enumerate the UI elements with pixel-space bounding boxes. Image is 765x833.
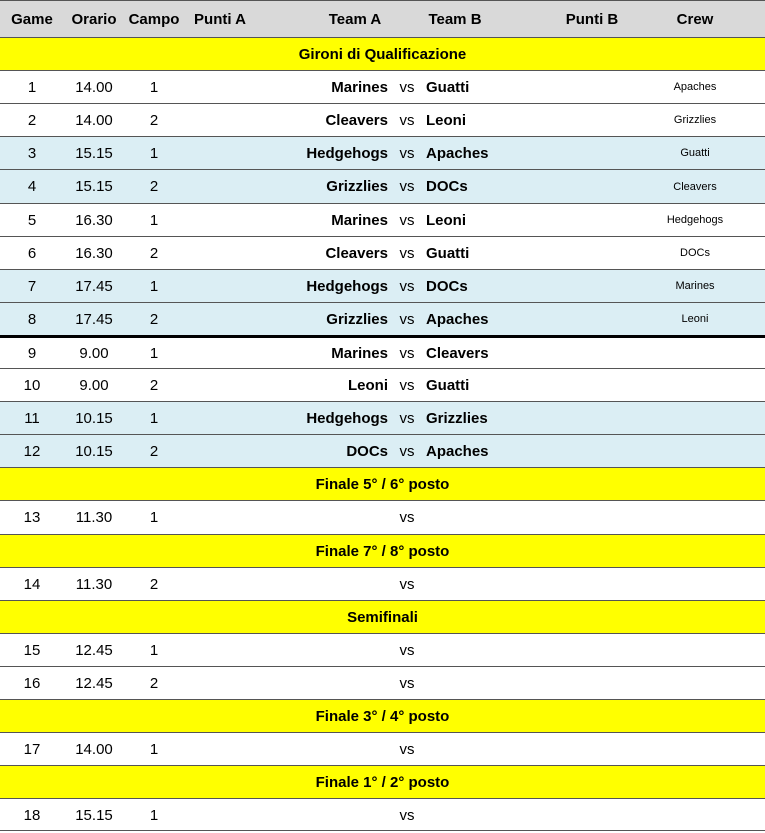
field-cell: 1 xyxy=(149,641,159,659)
game-number-cell: 3 xyxy=(27,144,37,162)
team-b-cell xyxy=(426,733,546,765)
team-a-cell xyxy=(256,799,388,831)
points-a-cell[interactable] xyxy=(184,799,256,831)
team-b-cell: Leoni xyxy=(426,111,466,129)
table-row xyxy=(0,335,765,368)
points-a-cell[interactable] xyxy=(184,303,256,335)
team-a-cell: Hedgehogs xyxy=(306,144,388,162)
points-b-cell[interactable] xyxy=(546,402,638,434)
team-b-cell xyxy=(426,568,546,600)
header-punti-a: Punti A xyxy=(194,10,246,28)
section-header-row xyxy=(0,37,765,70)
time-cell: 12.45 xyxy=(75,641,113,659)
crew-cell xyxy=(638,369,752,401)
table-row xyxy=(0,633,765,666)
crew-cell xyxy=(638,634,752,666)
points-a-cell[interactable] xyxy=(184,237,256,269)
vs-label: vs xyxy=(399,144,415,162)
game-number-cell: 8 xyxy=(27,310,37,328)
crew-cell xyxy=(638,667,752,699)
team-b-cell xyxy=(426,634,546,666)
team-b-cell: DOCs xyxy=(426,277,468,295)
points-a-cell[interactable] xyxy=(184,137,256,169)
team-a-cell: Cleavers xyxy=(325,111,388,129)
game-number-cell: 16 xyxy=(23,674,41,692)
section-title: Finale 3° / 4° posto xyxy=(315,707,450,725)
header-team-b: Team B xyxy=(428,10,482,28)
vs-label: vs xyxy=(399,376,415,394)
field-cell: 1 xyxy=(149,740,159,758)
header-crew: Crew xyxy=(676,10,714,28)
field-cell: 1 xyxy=(149,344,159,362)
team-a-cell: Marines xyxy=(331,344,388,362)
field-cell: 2 xyxy=(149,442,159,460)
section-header-row xyxy=(0,699,765,732)
team-b-cell: Apaches xyxy=(426,442,489,460)
points-b-cell[interactable] xyxy=(546,204,638,236)
table-header-row xyxy=(0,0,765,37)
crew-cell xyxy=(638,568,752,600)
crew-cell xyxy=(638,338,752,368)
team-b-cell xyxy=(426,799,546,831)
points-b-cell[interactable] xyxy=(546,799,638,831)
header-team-a: Team A xyxy=(328,10,382,28)
game-number-cell: 9 xyxy=(27,344,37,362)
time-cell: 15.15 xyxy=(75,178,113,195)
vs-label: vs xyxy=(399,244,415,262)
crew-cell xyxy=(638,733,752,765)
team-a-cell xyxy=(256,667,388,699)
team-a-cell: Hedgehogs xyxy=(306,409,388,427)
game-number-cell: 4 xyxy=(27,178,37,195)
crew-cell xyxy=(638,435,752,467)
game-number-cell: 2 xyxy=(27,111,37,129)
game-number-cell: 10 xyxy=(23,376,41,394)
points-b-cell[interactable] xyxy=(546,435,638,467)
time-cell: 9.00 xyxy=(79,376,109,394)
section-header-row xyxy=(0,765,765,798)
team-a-cell xyxy=(256,634,388,666)
points-b-cell[interactable] xyxy=(546,137,638,169)
time-cell: 14.00 xyxy=(75,740,113,758)
table-row xyxy=(0,302,765,335)
table-row xyxy=(0,434,765,467)
field-cell: 2 xyxy=(149,575,159,593)
team-b-cell: Guatti xyxy=(426,376,470,394)
vs-label: vs xyxy=(399,509,415,526)
vs-label: vs xyxy=(399,442,415,460)
points-a-cell[interactable] xyxy=(184,733,256,765)
points-b-cell[interactable] xyxy=(546,568,638,600)
vs-label: vs xyxy=(399,641,415,659)
time-cell: 11.30 xyxy=(75,509,113,526)
time-cell: 10.15 xyxy=(75,442,113,460)
table-row xyxy=(0,269,765,302)
points-a-cell[interactable] xyxy=(184,568,256,600)
field-cell: 2 xyxy=(149,376,159,394)
vs-label: vs xyxy=(399,575,415,593)
field-cell: 1 xyxy=(149,806,159,824)
vs-label: vs xyxy=(399,211,415,229)
section-header-row xyxy=(0,467,765,500)
field-cell: 1 xyxy=(149,277,159,295)
time-cell: 14.00 xyxy=(75,111,113,129)
crew-cell: Leoni xyxy=(681,313,709,325)
time-cell: 16.30 xyxy=(75,211,113,229)
header-punti-b: Punti B xyxy=(565,10,619,28)
table-row xyxy=(0,798,765,831)
team-b-cell: Apaches xyxy=(426,144,489,162)
team-a-cell: Grizzlies xyxy=(326,310,388,328)
field-cell: 2 xyxy=(149,178,159,195)
points-a-cell[interactable] xyxy=(184,170,256,203)
team-b-cell: Apaches xyxy=(426,310,489,328)
section-title: Semifinali xyxy=(347,608,418,626)
section-title: Gironi di Qualificazione xyxy=(298,45,467,63)
points-a-cell[interactable] xyxy=(184,501,256,534)
team-a-cell xyxy=(256,568,388,600)
points-b-cell[interactable] xyxy=(546,71,638,103)
time-cell: 15.15 xyxy=(75,806,113,824)
crew-cell xyxy=(638,799,752,831)
section-title: Finale 7° / 8° posto xyxy=(315,542,450,560)
game-number-cell: 13 xyxy=(23,509,41,526)
section-title: Finale 5° / 6° posto xyxy=(315,475,450,493)
crew-cell: DOCs xyxy=(680,247,710,259)
header-orario: Orario xyxy=(71,10,117,28)
team-a-cell: Marines xyxy=(331,211,388,229)
crew-cell: Hedgehogs xyxy=(666,214,724,226)
field-cell: 1 xyxy=(149,409,159,427)
game-number-cell: 11 xyxy=(24,409,40,427)
team-b-cell: Leoni xyxy=(426,211,466,229)
game-number-cell: 1 xyxy=(27,78,37,96)
time-cell: 14.00 xyxy=(75,78,113,96)
points-a-cell[interactable] xyxy=(184,435,256,467)
points-a-cell[interactable] xyxy=(184,369,256,401)
points-b-cell[interactable] xyxy=(546,733,638,765)
game-number-cell: 7 xyxy=(27,277,37,295)
time-cell: 12.45 xyxy=(75,674,113,692)
team-a-cell: Leoni xyxy=(348,376,388,394)
points-a-cell[interactable] xyxy=(184,667,256,699)
vs-label: vs xyxy=(399,806,415,824)
team-a-cell: Hedgehogs xyxy=(306,277,388,295)
crew-cell: Marines xyxy=(675,280,715,292)
team-b-cell xyxy=(426,667,546,699)
time-cell: 16.30 xyxy=(75,244,113,262)
time-cell: 17.45 xyxy=(75,277,113,295)
game-number-cell: 12 xyxy=(23,442,41,460)
vs-label: vs xyxy=(399,409,415,427)
team-a-cell: Cleavers xyxy=(325,244,388,262)
team-b-cell: Guatti xyxy=(426,244,470,262)
game-number-cell: 17 xyxy=(23,740,41,758)
time-cell: 11.30 xyxy=(75,575,113,593)
header-campo: Campo xyxy=(128,10,180,28)
vs-label: vs xyxy=(399,344,415,362)
vs-label: vs xyxy=(399,310,415,328)
table-row xyxy=(0,401,765,434)
team-a-cell: DOCs xyxy=(346,442,388,460)
time-cell: 17.45 xyxy=(75,310,113,328)
table-row xyxy=(0,567,765,600)
table-row xyxy=(0,500,765,534)
field-cell: 1 xyxy=(149,144,159,162)
points-a-cell[interactable] xyxy=(184,204,256,236)
crew-cell: Apaches xyxy=(673,81,717,93)
field-cell: 2 xyxy=(149,310,159,328)
field-cell: 2 xyxy=(149,244,159,262)
section-title: Finale 1° / 2° posto xyxy=(315,773,450,791)
table-row xyxy=(0,103,765,136)
points-b-cell[interactable] xyxy=(546,170,638,203)
team-b-cell: Guatti xyxy=(426,78,470,96)
time-cell: 15.15 xyxy=(75,144,113,162)
points-a-cell[interactable] xyxy=(184,270,256,302)
table-row xyxy=(0,136,765,169)
field-cell: 1 xyxy=(149,78,159,96)
field-cell: 2 xyxy=(149,111,159,129)
team-b-cell xyxy=(426,501,546,534)
team-a-cell xyxy=(256,501,388,534)
table-row xyxy=(0,236,765,269)
points-b-cell[interactable] xyxy=(546,104,638,136)
points-b-cell[interactable] xyxy=(546,501,638,534)
section-header-row xyxy=(0,534,765,567)
field-cell: 2 xyxy=(149,674,159,692)
vs-label: vs xyxy=(399,178,415,195)
game-number-cell: 15 xyxy=(23,641,41,659)
team-b-cell: Cleavers xyxy=(426,344,489,362)
points-b-cell[interactable] xyxy=(546,303,638,335)
game-number-cell: 6 xyxy=(27,244,37,262)
team-a-cell: Marines xyxy=(331,78,388,96)
points-a-cell[interactable] xyxy=(184,634,256,666)
crew-cell xyxy=(638,402,752,434)
points-a-cell[interactable] xyxy=(184,338,256,368)
field-cell: 1 xyxy=(149,211,159,229)
vs-label: vs xyxy=(399,111,415,129)
vs-label: vs xyxy=(399,740,415,758)
time-cell: 9.00 xyxy=(79,344,109,362)
points-b-cell[interactable] xyxy=(546,338,638,368)
table-row xyxy=(0,70,765,103)
vs-label: vs xyxy=(399,277,415,295)
table-row xyxy=(0,666,765,699)
table-bottom-border xyxy=(0,830,765,831)
vs-label: vs xyxy=(399,674,415,692)
points-b-cell[interactable] xyxy=(546,634,638,666)
game-number-cell: 14 xyxy=(23,575,41,593)
header-game: Game xyxy=(11,10,53,28)
points-a-cell[interactable] xyxy=(184,402,256,434)
points-a-cell[interactable] xyxy=(184,71,256,103)
section-header-row xyxy=(0,600,765,633)
table-row xyxy=(0,368,765,401)
points-a-cell[interactable] xyxy=(184,104,256,136)
table-row xyxy=(0,732,765,765)
time-cell: 10.15 xyxy=(75,409,113,427)
crew-cell xyxy=(638,501,752,534)
crew-cell: Guatti xyxy=(680,147,710,159)
crew-cell: Cleavers xyxy=(673,180,717,193)
team-b-cell: DOCs xyxy=(426,178,468,195)
table-row xyxy=(0,169,765,203)
game-number-cell: 5 xyxy=(27,211,37,229)
points-b-cell[interactable] xyxy=(546,237,638,269)
points-b-cell[interactable] xyxy=(546,369,638,401)
team-a-cell: Grizzlies xyxy=(326,178,388,195)
field-cell: 1 xyxy=(149,509,159,526)
team-b-cell: Grizzlies xyxy=(426,409,488,427)
table-row xyxy=(0,203,765,236)
points-b-cell[interactable] xyxy=(546,270,638,302)
crew-cell: Grizzlies xyxy=(673,114,717,126)
game-number-cell: 18 xyxy=(23,806,41,824)
vs-label: vs xyxy=(399,78,415,96)
points-b-cell[interactable] xyxy=(546,667,638,699)
team-a-cell xyxy=(256,733,388,765)
